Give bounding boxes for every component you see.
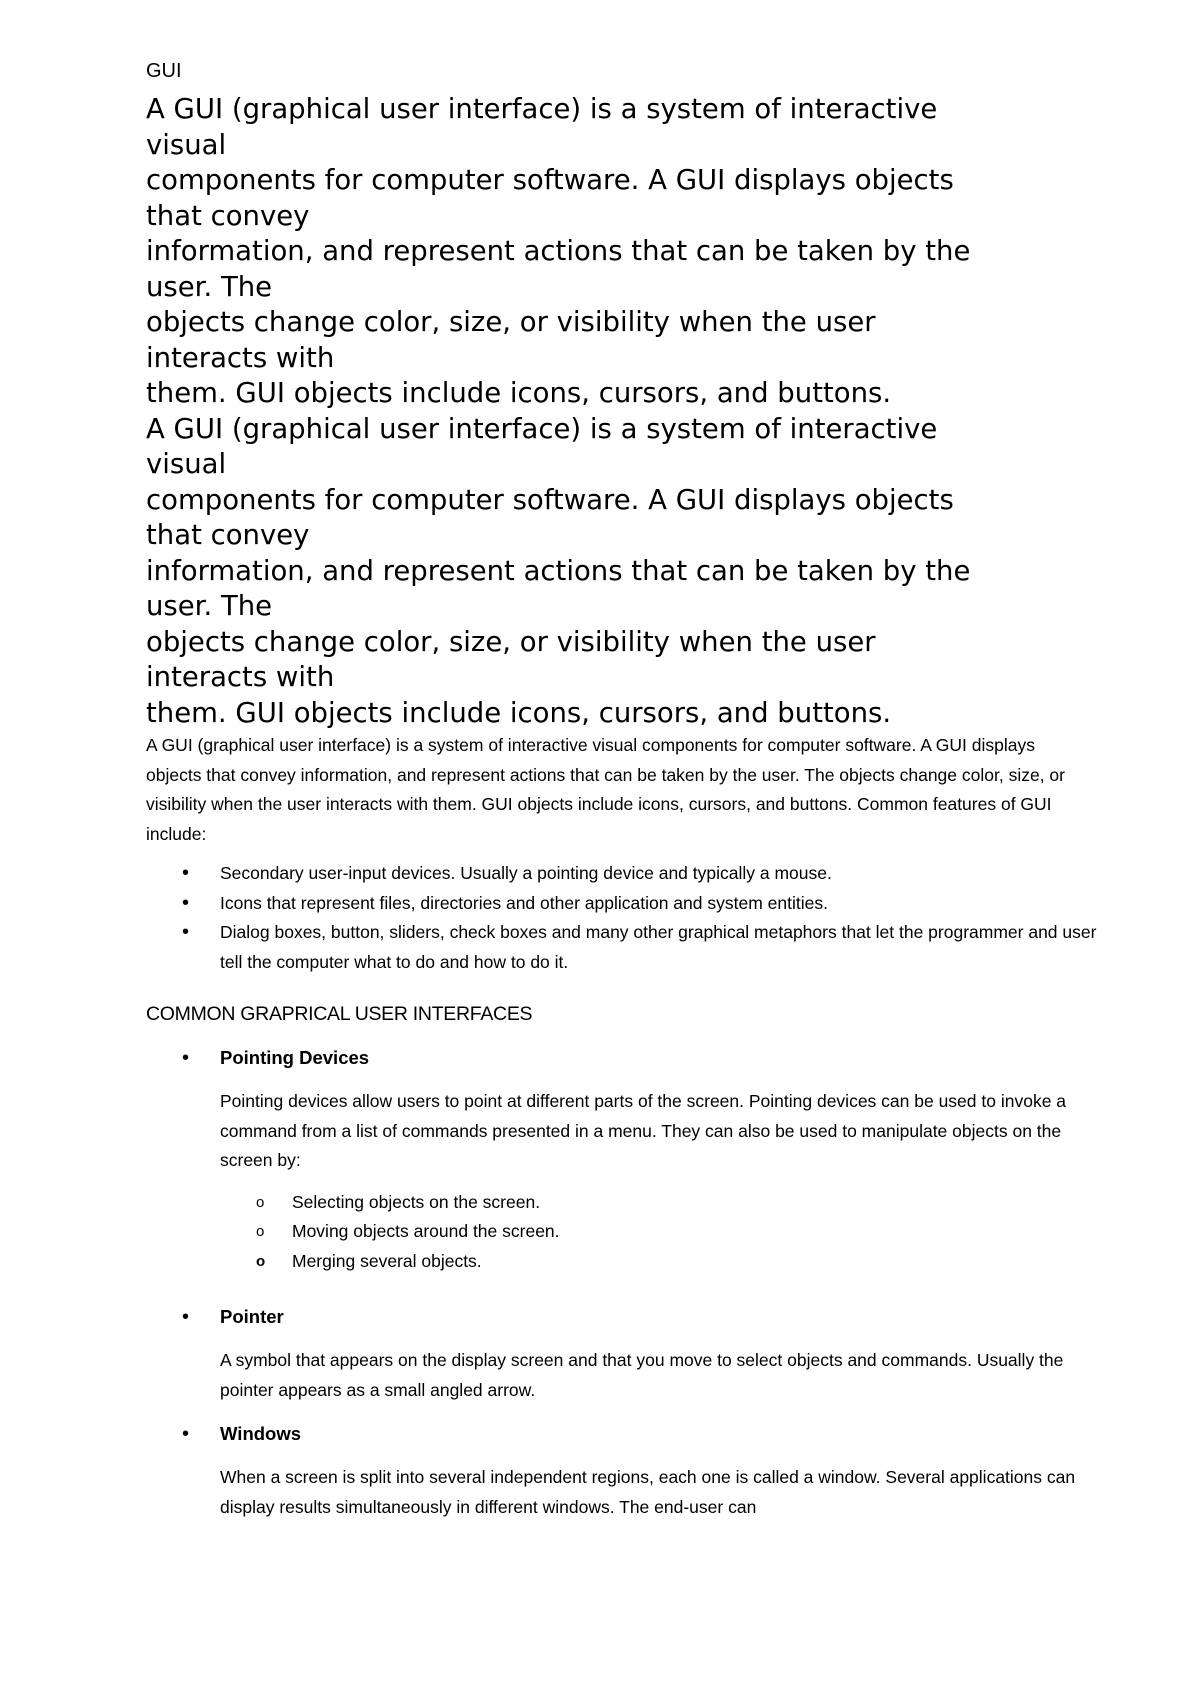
document-content (146, 56, 1106, 1522)
large-text-line: that convey (146, 519, 310, 551)
circle-bullet-icon: o (256, 1193, 265, 1211)
sub-item (146, 1217, 1106, 1247)
large-text-line: A GUI (graphical user interface) is a system of interactive (146, 93, 938, 125)
large-text-line: them. GUI objects include icons, cursors, and buttons. (146, 696, 892, 729)
large-text-line: components for computer software. A GUI displays objects (146, 483, 954, 516)
section-text: A symbol that appears on the display screen and that you move to select objects and commands. Usually the pointer appears as a small angled arrow. (220, 1350, 1064, 1400)
pointing-sublist (146, 1188, 1106, 1277)
large-text-line: A GUI (graphical user interface) is a system of interactive (146, 412, 938, 445)
large-text-line: user. The (146, 270, 273, 303)
section-pointer (146, 1302, 1106, 1405)
section-text: When a screen is split into several independent regions, each one is called a window. Several applications can display results simultaneously in different windows. The end-user can (220, 1467, 1076, 1517)
sub-item-text: Merging several objects. (292, 1250, 482, 1271)
large-text-line: user. The (146, 590, 273, 622)
sub-item (146, 1188, 1106, 1218)
feature-item: • Dialog boxes, button, sliders, check boxes and many other graphical metaphors that let the programmer and user tell the computer what to do and how to do it. (146, 918, 1106, 977)
large-text-line: information, and represent actions that can be taken by the (146, 554, 971, 587)
section-text: Pointing devices allow users to point at different parts of the screen. Pointing devices can be used to invoke a command from a list of commands presented in a menu. They can also be used to manipulate objects on the screen by: (220, 1091, 1067, 1170)
circle-bullet-icon: o (256, 1252, 266, 1270)
sub-item (146, 1247, 1106, 1277)
section-title: • Pointer (146, 1302, 1106, 1332)
features-list (146, 859, 1106, 977)
large-text-block (146, 92, 1106, 731)
section-title: • Windows (146, 1419, 1106, 1449)
large-text-line: interacts with (146, 661, 335, 693)
section-heading: COMMON GRAPRICAL USER INTERFACES (146, 1003, 533, 1025)
feature-item: • Secondary user-input devices. Usually a pointing device and typically a mouse. (146, 859, 1106, 889)
feature-item: • Icons that represent files, directories and other application and system entities. (146, 889, 1106, 919)
sub-item-text: Selecting objects on the screen. (292, 1191, 541, 1212)
section-pointing-devices (146, 1043, 1106, 1276)
section-title: • Pointing Devices (146, 1043, 1106, 1073)
document-title: GUI (146, 60, 182, 82)
large-text-line: that convey (146, 199, 310, 232)
large-text-line: information, and represent actions that can be taken by the (146, 235, 971, 267)
section-windows (146, 1419, 1106, 1522)
large-text-line: visual (146, 448, 227, 480)
sub-item-text: Moving objects around the screen. (292, 1221, 560, 1241)
large-text-line: interacts with (146, 341, 335, 374)
circle-bullet-icon: o (256, 1223, 265, 1240)
large-text-line: components for computer software. A GUI displays objects (146, 164, 954, 196)
large-text-line: objects change color, size, or visibility when the user (146, 625, 876, 658)
large-text-line: visual (146, 128, 227, 161)
intro-paragraph: A GUI (graphical user interface) is a system of interactive visual components for computer software. A GUI displays objects that convey information, and represent actions that can be taken by the user. The objects change color, size, or visibility when the user interacts with them. GUI objects include icons, cursors, and buttons. Common features of GUI include: (146, 735, 1065, 844)
intro-section (146, 731, 1106, 977)
large-text-line: them. GUI objects include icons, cursors, and buttons. (146, 377, 892, 409)
large-text-line: objects change color, size, or visibility when the user (146, 306, 876, 338)
